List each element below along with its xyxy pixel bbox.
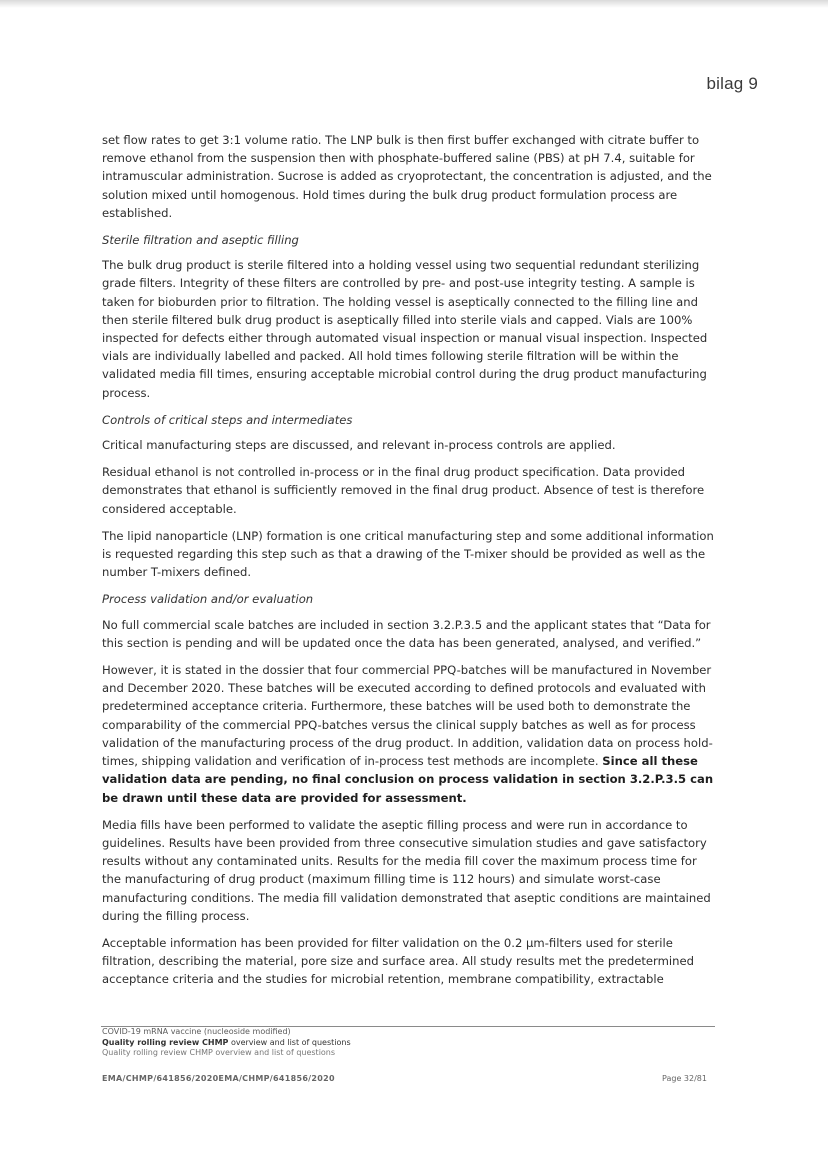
paragraph-residual-ethanol: Residual ethanol is not controlled in-process or in the final drug product specification. Data provided demonstrates that ethanol is sufficiently removed in the final drug product. Absence of test is therefore considered acceptable.: [102, 465, 705, 516]
ppq-text: However, it is stated in the dossier that four commercial PPQ-batches will be manufactured in November and December 2020. These batches will be executed according to defined protocols and evaluated with predetermined acceptance criteria. Furthermore, these batches will be used both to demonstrate the comparability of the commercial PPQ-batches versus the clinical supply batches as well as for process validation of the manufacturing process of the drug product. In addition, validation data on process hold-times, shipping validation and verification of in-process test methods are incomplete.: [102, 663, 713, 769]
section-heading-critical-steps: Controls of critical steps and intermediates: [102, 412, 353, 427]
page-top-edge: [0, 0, 828, 8]
page-number: Page 32/81: [662, 1074, 707, 1083]
paragraph-media-fills: Media fills have been performed to validate the aseptic filling process and were run in accordance to guidelines. Results have been provided from three consecutive simulation studies and gave satisfactory results without any contaminated units. Results for the media fill cover the maximum process time for the manufacturing of drug product (maximum filling time is 112 hours) and simulate worst-case manufacturing conditions. The media fill validation demonstrated that aseptic conditions are maintained during the filling process.: [102, 817, 711, 923]
footer-review-title: [102, 1038, 722, 1049]
paragraph-commercial-batches: No full commercial scale batches are included in section 3.2.P.3.5 and the applicant states that “Data for this section is pending and will be updated once the data has been generated, analysed, and verified.”: [102, 617, 711, 650]
document-reference: EMA/CHMP/641856/2020EMA/CHMP/641856/2020: [102, 1074, 335, 1083]
paragraph-filter-validation: Acceptable information has been provided for filter validation on the 0.2 µm-filters used for sterile filtration, describing the material, pore size and surface area. All study results met the predetermined acceptance criteria and the studies for microbial retention, membrane compatibility, extractable: [102, 935, 694, 987]
paragraph-critical-steps: Critical manufacturing steps are discussed, and relevant in-process controls are applied.: [102, 438, 616, 453]
document-body: [102, 131, 716, 998]
ppq-conclusion-bold: Since all these validation data are pending, no final conclusion on process validation in section 3.2.P.3.5 can be drawn until these data are provided for assessment.: [102, 754, 714, 805]
section-heading-process-validation: Process validation and/or evaluation: [102, 592, 314, 607]
section-heading-sterile-filtration: Sterile filtration and aseptic filling: [102, 233, 299, 248]
paragraph-sterile-filtration: The bulk drug product is sterile filtered into a holding vessel using two sequential redundant sterilizing grade filters. Integrity of these filters are controlled by pre- and post-use integrity testing. A sample is taken for bioburden prior to filtration. The holding vessel is aseptically connected to the filling line and then sterile filtered bulk drug product is aseptically filled into sterile vials and capped. Vials are 100% inspected for defects either through automated visual inspection or manual visual inspection. Inspected vials are individually labelled and packed. All hold times following sterile filtration will be within the validated media fill times, ensuring acceptable microbial control during the drug product manufacturing process.: [102, 258, 708, 400]
paragraph-lnp-formation: The lipid nanoparticle (LNP) formation is one critical manufacturing step and some additional information is requested regarding this step such as that a drawing of the T-mixer should be provided as well as the number T-mixers defined.: [102, 528, 714, 580]
footer: [102, 1027, 722, 1059]
footer-review-title-rest: overview and list of questions: [228, 1037, 351, 1047]
footer-review-title-bold: Quality rolling review CHMP: [102, 1037, 229, 1047]
paragraph-ppq-batches: [102, 661, 716, 807]
annex-label: bilag 9: [706, 74, 758, 93]
paragraph-formulation: set flow rates to get 3:1 volume ratio. The LNP bulk is then first buffer exchanged with citrate buffer to remove ethanol from the suspension then with phosphate-buffered saline (PBS) at pH 7.4, suitable for intramuscular administration. Sucrose is added as cryoprotectant, the concentration is adjusted, and the solution mixed until homogenous. Hold times during the bulk drug product formulation process are established.: [102, 133, 712, 220]
footer-review-title-repeat: Quality rolling review CHMP overview and list of questions: [102, 1048, 336, 1057]
footer-product-name: COVID-19 mRNA vaccine (nucleoside modified): [102, 1027, 291, 1036]
